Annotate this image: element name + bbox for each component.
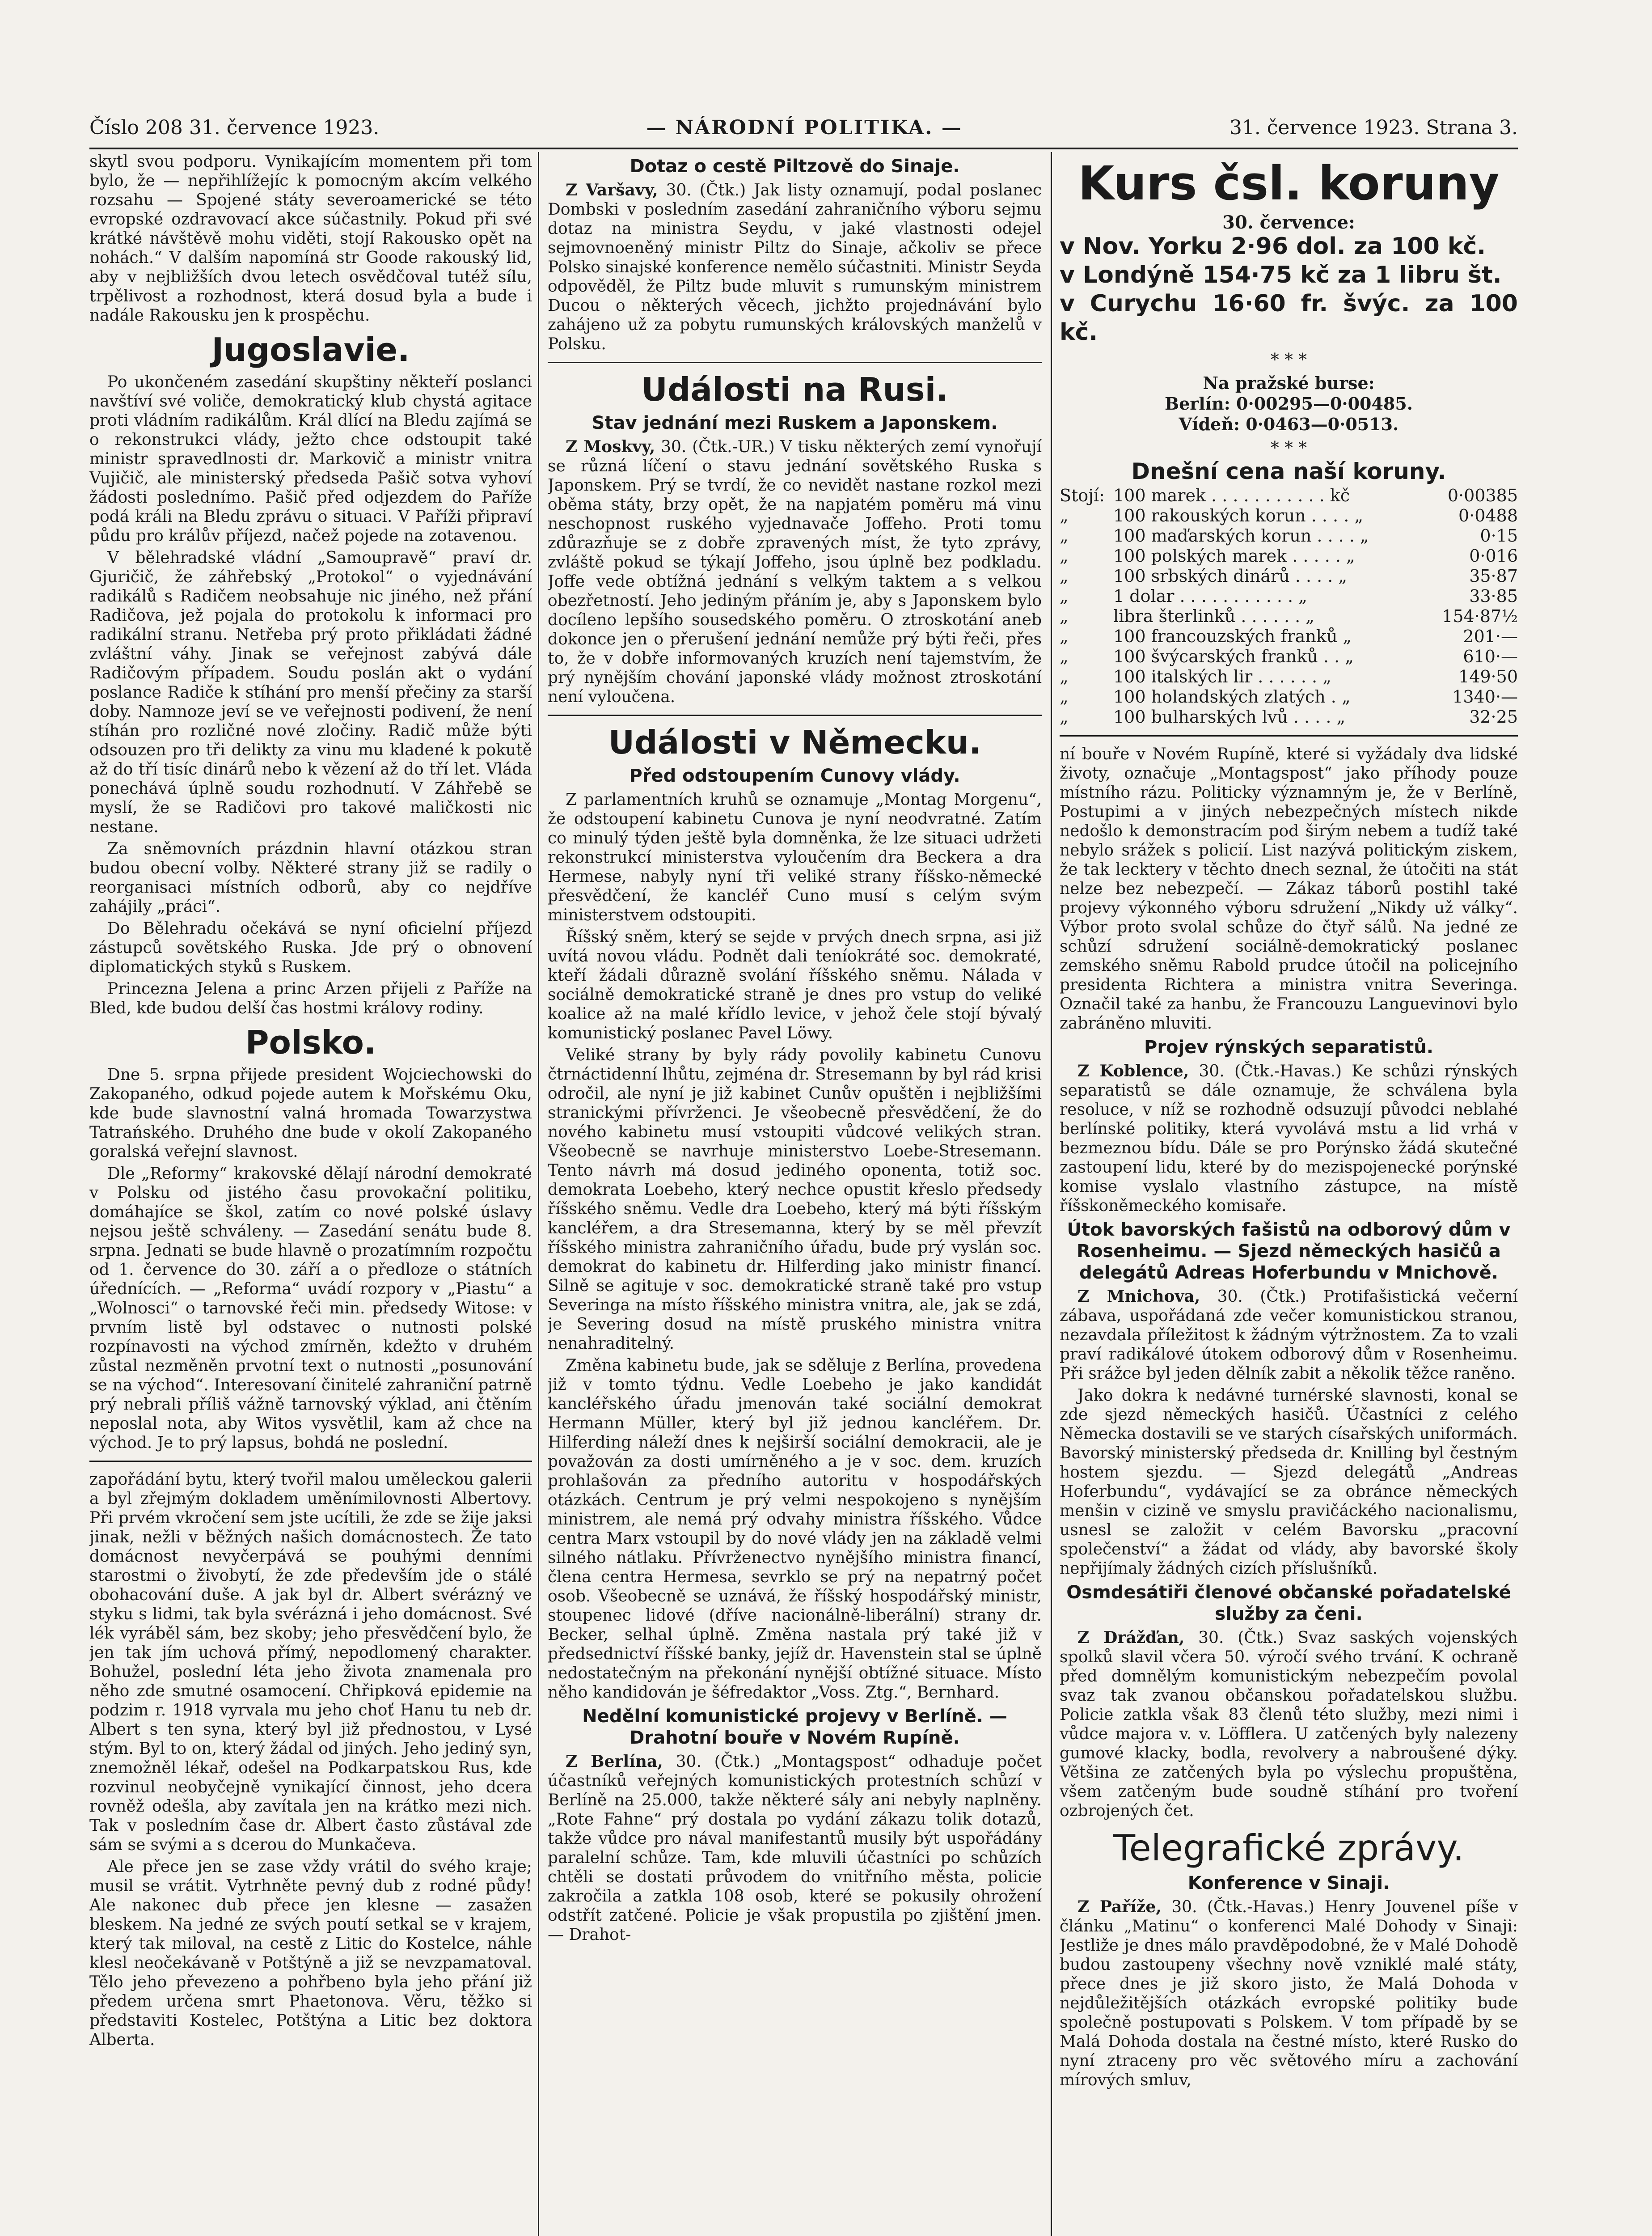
section-rule — [1060, 735, 1518, 737]
rate-label: 100 srbských dinárů . . . . „ — [1113, 566, 1348, 586]
rate-prefix: „ — [1060, 586, 1069, 606]
heading-sinaj: Konference v Sinaji. — [1187, 1873, 1390, 1893]
heading-kurs: Kurs čsl. koruny — [1078, 156, 1500, 211]
heading-berlin: Nedělní komunistické projevy v Berlíně. — Drahotní bouře v Novém Rupíně. — [582, 1706, 1007, 1748]
rate-prefix: Stojí: — [1060, 486, 1105, 505]
article-paragraph: Do Bělehradu očekává se nyní oficielní příjezd zástupců sovětského Ruska. Jde prý o obnovení diplomatických styků s Ruskem. — [89, 919, 532, 976]
rate-value: 149·50 — [1458, 667, 1518, 686]
rate-prefix: „ — [1060, 546, 1069, 566]
rate-row — [1060, 667, 1518, 687]
rate-value: 610·— — [1463, 647, 1518, 666]
article-paragraph: Říšský sněm, který se sejde v prvých dnech srpna, asi již uvítá novou vládu. Podnět dali teníokráté soc. demokraté, kteří žádali důrazně svolání říšského sněmu. Nálada v sociálně demokratické straně je dnes pro vstup do veliké koalice až na malé křídlo levice, v jehož čele stojí bývalý komunistický poslanec Pavel Löwy. — [548, 928, 1042, 1042]
article-paragraph: V bělehradské vládní „Samoupravě“ praví dr. Gjuričič, že záhřebský „Protokol“ o vyjednávání radikálů s Radičem neobsahuje nic jiného, než přání Radičova, jež pojala do protokolu k informaci pro radikální stranu. Netřeba prý proto přikládati žádné zvláštní váhy. Jinak se veřejnost zabývá dále Radičovým případem. Soudu poslán akt o vydání poslance Radiče k stíhání pro menší přečiny za starší doby. Namnoze jeví se ve veřejnosti podivení, že není stíhán pro rozličné nové zločiny. Radič může býti odsouzen pro tři delikty za vinu mu kladené k pokutě až do tří tisíc dinárů nebo k vězení až do tří let. Vláda ponechává úplně soudu rozhodnutí. V Záhřebě se myslí, že se Radičovi pro takové maličkosti nic nestane. — [89, 549, 532, 836]
rate-prefix: „ — [1060, 707, 1069, 727]
column-2 — [548, 152, 1042, 2236]
article-sinaj — [1060, 1897, 1518, 2090]
kurs-newyork: v Nov. Yorku 2·96 dol. za 100 kč. — [1060, 233, 1486, 260]
dateline: Z Mnichova, — [1077, 1287, 1200, 1306]
feuilleton-rule — [89, 1461, 532, 1462]
heading-drazdany: Osmdesátiři členové občanské pořadatelské služby za čeni. — [1066, 1582, 1511, 1624]
rate-label: 1 dolar . . . . . . . . . . . „ — [1113, 586, 1307, 606]
rate-row — [1060, 506, 1518, 526]
heading-udalosti-rus: Události na Rusi. — [641, 371, 948, 408]
rate-prefix: „ — [1060, 506, 1069, 525]
dateline: Z Drážďan, — [1077, 1628, 1185, 1647]
section-rule — [548, 715, 1042, 716]
article-piltz — [548, 181, 1042, 354]
rate-row — [1060, 627, 1518, 647]
article-paragraph: Veliké strany by byly rády povolily kabinetu Cunovu čtrnáctidenní lhůtu, zejména dr. Stresemann by byl rád krisi odročil, ale nyní je již kabinet Cunův opuštěn i nejbližšími stranickými přívrženci. Je všeobecně přesvědčení, že do nového kabinetu musí vstoupiti vůdcové velikých stran. Všeobecně se navrhuje ministerstvo Loebe-Stresemann. Tento návrh má dosud jediného oponenta, totiž soc. demokrata Loebeho, který nechce opustit křeslo předsedy říšského sněmu. Vedle dra Loebeho, který má býti říšským kancléřem, a dra Stresemanna, který by se měl převzít říšského ministra zahraničního úřadu, bude prý vyslán soc. demokrat do kabinetu dr. Hilferding jako ministr financí. Silně se agituje v soc. demokratické straně také pro vstup Severinga na místo říšského ministra vnitra, ale, jak se zdá, je Severing dosud na místě pruského ministra vnitra nenahraditelný. — [548, 1046, 1042, 1353]
kurs-london: v Londýně 154·75 kč za 1 libru št. — [1060, 262, 1502, 288]
rate-prefix: „ — [1060, 627, 1069, 646]
article-paragraph: Jako dokra k nedávné turnérské slavnosti, konal se zde sjezd německých hasičů. Účastníci z celého Německa dostavili se ve starých císařských uniformách. Bavorský ministerský předseda dr. Knilling byl čestným hostem sjezdu. — Sjezd delegátů „Andreas Hoferbundu“, vydávající se za obránce německých menšin v cizině ve smyslu pravičáckého nacionalismu, usnesl se založit v celém Bavorsku „pracovní společenství“ a žádat od vlády, aby bavorské školy nepřijímaly žádných cizích příslušníků. — [1060, 1386, 1518, 1578]
article-text: 30. (Čtk.) Protifašistická večerní zábava, uspořádaná zde večer komunistickou stranou, nezavdala příležitost k žádným výtržnostem. Za to vzali praví radikálové útokem odborový dům v Rosenheimu. Při srážce byl jeden dělník zabit a několik těžce raněno. — [1060, 1287, 1518, 1383]
article-text: 30. (Čtk.) „Montagspost“ odhaduje počet účastníků veřejných komunistických protestních schůzí v Berlíně na 25.000, takže některé sály ani nebyly naplněny. „Rote Fahne“ prý dostala po vydání zákazu tolik dotazů, takže vůdce pro nával manifestantů musily být uspořádány paralelní schůze. Tam, kde mluvili účastníci po schůzích chtěli se dostati průvodem do vnitřního města, policie zakročila a zatkla 108 osob, které se pokusily ohrožení odstřít zatčené. Policie je však propustila po zjištění jmen. — Drahot- — [548, 1753, 1042, 1944]
heading-jugoslavie: Jugoslavie. — [211, 331, 410, 368]
column-divider-1 — [538, 152, 539, 2236]
rate-value: 0·00385 — [1447, 486, 1518, 505]
article-paragraph: Dle „Reformy“ krakovské dělají národní demokraté v Polsku od jistého času provokační politiku, domáhajíce se škol, zatím co nové polské úslavy nejsou ještě schváleny. — Zasedání senátu bude 8. srpna. Jednati se bude hlavně o prozatímním rozpočtu od 1. července do 30. září a o předloze o státních úřednících. — „Reforma“ uvádí rozpory v „Piastu“ a „Wolnosci“ o tarnovské řeči min. předsedy Witose: v prvním listě byl odstavec o nutnosti polské rozpínavosti na východ zmírněn, kdežto v druhém zůstal nezměněn prvotní text o nutnosti „posunování se na východ“. Interesovaní činitelé zahraniční patrně prý nebrali příliš vážně tarnovský výklad, ani čtěním neposlal nota, aby Witos vysvětlil, kam až chce na východ. Je to prý lapsus, bohdá ne poslední. — [89, 1165, 532, 1452]
rate-value: 0·15 — [1480, 526, 1518, 546]
rate-row — [1060, 586, 1518, 606]
rate-prefix: „ — [1060, 526, 1069, 546]
column-1 — [89, 152, 532, 2236]
article-rynsko — [1060, 1062, 1518, 1215]
rate-prefix: „ — [1060, 667, 1069, 686]
article-rosenheim — [1060, 1287, 1518, 1383]
article-rupin: ní bouře v Novém Rupíně, které si vyžádaly dva lidské životy, označuje „Montagspost“ jako příhody pouze místního rázu. Politicky významným je, že v Berlíně, Postupimi a v jiných nebezpečných místech nikde nedošlo k demonstracím pod širým nebem a tudíž také nebylo srážek s policií. List nazývá politickým ziskem, že tak lecktery v těchto dnech seznal, že útočiti na stát nelze bez nebezpečí. — Zákaz táborů postihl také projevy výkonného výboru sdružení „Nikdy už války“. Výbor proto svolal schůze do čtyř sálů. Na jedné ze schůzí sdružení sociálně-demokratický poslanec zemského sněmu Rabold prudce útočil na policejního presidenta Richtera a ministra vnitra Severinga. Označil také za hanbu, že Francouzu Languevinovi bylo zabráněno mluviti. — [1060, 745, 1518, 1033]
heading-cena: Dnešní cena naší koruny. — [1131, 458, 1446, 484]
burse-title: Na pražské burse: — [1203, 373, 1375, 393]
rate-label: 100 holandských zlatých . „ — [1113, 687, 1351, 707]
rate-row — [1060, 546, 1518, 566]
rate-label: 100 francouzských franků „ — [1113, 627, 1352, 646]
article-paragraph: Za sněmovních prázdnin hlavní otázkou stran budou obecní volby. Některé strany již se radily o reorganisaci místních odborů, aby co nejdříve zahájily „práci“. — [89, 840, 532, 916]
rate-row — [1060, 647, 1518, 667]
separator-stars: * * * — [1270, 438, 1307, 457]
heading-piltz: Dotaz o cestě Piltzově do Sinaje. — [630, 156, 960, 177]
rate-prefix: „ — [1060, 606, 1069, 626]
header-page: 31. července 1923. Strana 3. — [1229, 116, 1518, 139]
rate-row — [1060, 687, 1518, 707]
heading-udalosti-nemecko: Události v Německu. — [608, 724, 981, 761]
article-paragraph: Princezna Jelena a princ Arzen přijeli z Paříže na Bled, kde budou delší čas hostmi královy rodiny. — [89, 980, 532, 1017]
article-rus — [548, 437, 1042, 707]
subheading-rus: Stav jednání mezi Ruskem a Japonskem. — [592, 413, 998, 433]
rate-row — [1060, 606, 1518, 627]
rate-label: 100 marek . . . . . . . . . . . kč — [1113, 486, 1350, 505]
article-paragraph: Dne 5. srpna přijede president Wojciechowski do Zakopaného, odkud pojede autem k Mořskému Oku, kde bude slavnostní valná hromada Towarzystwa Tatrańského. Druhého dne bude v okolí Zakopaného goralská veřejní slavnost. — [89, 1066, 532, 1161]
rate-value: 0·0488 — [1458, 506, 1518, 525]
article-berlin — [548, 1752, 1042, 1944]
column-divider-2 — [1051, 152, 1052, 2236]
article-paragraph: Z parlamentních kruhů se oznamuje „Montag Morgenu“, že odstoupení kabinetu Cunova je nyní neodvratné. Zatím co minulý týden ještě byla domněnka, že lze situaci udržeti rekonstrukcí ministerstva vyloučením dra Beckera a dra Hermese, nabyly nyní tři veliké strany říšsko-německé přesvědčení, že kancléř Cuno musí s celým svým ministerstvem odstoupiti. — [548, 791, 1042, 924]
header-rule — [89, 148, 1518, 149]
rate-label: 100 švýcarských franků . . „ — [1113, 647, 1354, 666]
article-text: 30. (Čtk.-Havas.) Ke schůzi rýnských separatistů se dále oznamuje, že schválena byla resoluce, v níž se rozhodně odsuzují původci neblahé berlínské politiky, která vyvolává mstu a lid vrhá v bezmeznou bídu. Dále se pro Porýnsko žádá skutečné zastoupení lidu, které by do mezispojenecké porýnské komise vyslalo vlastního zástupce, na místě říšskoněmeckého komisaře. — [1060, 1062, 1518, 1215]
section-rule — [548, 362, 1042, 363]
rate-value: 201·— — [1463, 627, 1518, 646]
rate-label: 100 polských marek . . . . . „ — [1113, 546, 1355, 566]
header-issue: Číslo 208 31. července 1923. — [89, 116, 380, 139]
dateline: Z Berlína, — [566, 1752, 663, 1771]
article-austria-end: skytl svou podporu. Vynikajícím momentem při tom bylo, že — nepřihlížejíc k pomocným akcím velkého rozsahu — Spojené státy severoamerické se této evropské ozdravovací akce súčastnily. Pokud při své krátké návštěvě mohu viděti, stojí Rakousko opět na nohách.“ V dalším napomíná str Goode rakouský lid, aby v nejbližších dvou letech osvědčoval tutéž sílu, trpělivost a rozhodnost, která dosud byla a bude i nadále Rakousku jen k prospěchu. — [89, 152, 532, 325]
rate-label: 100 bulharských lvů . . . . „ — [1113, 707, 1346, 727]
rate-value: 32·25 — [1469, 707, 1518, 727]
article-text: 30. (Čtk.) Jak listy oznamují, podal poslanec Dombski v posledním zasedání zahraničního výboru sejmu dotaz na ministra Seydu, v jaké vlastnosti odejel sejmovnoeněný ministr Piltz do Sinaje, ačkoliv se přece Polsko sinajské konference nemělo súčastniti. Ministr Seyda odpověděl, že Piltz bude mluvit s rumunským ministrem Ducou o některých věcech, jichžto projednávání bylo zahájeno už za pobytu rumunských královských manželů v Polsku. — [548, 181, 1042, 353]
heading-telegraficke: Telegrafické zprávy. — [1113, 1827, 1464, 1869]
rate-label: 100 maďarských korun . . . . „ — [1113, 526, 1369, 546]
rate-label: 100 rakouských korun . . . . „ — [1113, 506, 1364, 525]
burse-viden: Vídeň: 0·0463—0·0513. — [1179, 414, 1399, 434]
column-3 — [1060, 152, 1518, 2236]
article-text: 30. (Čtk.-Havas.) Henry Jouvenel píše v článku „Matinu“ o konferenci Malé Dohody v Sinaji: Jestliže je dnes málo pravděpodobné, že v Malé Dohodě budou zastoupeny všechny nově vzniklé malé státy, přece dnes je již skoro jisto, že Malá Dohoda v nejdůležitějších otázkách evropské politiky bude společně postupovati s Polskem. V tom případě by se Malá Dohoda dostala na čestné místo, které Rusko do nyní ztraceny pro věc světového míru a zachování mírových smluv, — [1060, 1898, 1518, 2089]
rate-prefix: „ — [1060, 687, 1069, 707]
heading-polsko: Polsko. — [245, 1024, 376, 1061]
feuilleton-paragraph: zapořádání bytu, který tvořil malou uměleckou galerii a byl zřejmým dokladem uměnímilovnosti Albertovy. Při prvém vkročení sem jste ucítili, že zde se žije jaksi jinak, nežli v běžných našich domácnostech. Že tato domácnost nevyčerpává se pouhými denními starostmi o živobytí, že zde především jde o stálé obohacování duše. A jak byl dr. Albert svérázný ve styku s lidmi, tak byla svérázná i jeho domácnost. Své lék vyráběl sám, bez skoby; jeho přesvědčení bylo, že jen tak jím uchová přímý, nepodlomený charakter. Bohužel, poslední léta jeho života znamenala pro něho zde smutné osamocení. Chřipková epidemie na podzim r. 1918 vyrvala mu jeho choť Hanu tu neb dr. Albert s ten syna, který byl již přednostou, v Lysé stým. Byl to on, který žádal od jiných. Jeho jediný syn, znemožněl lékař, odešel na Podkarpatskou Rus, kde rozvinul neobyčejně vynikající činnost, jeho dcera rovněž odešla, aby zavítala jen na krátko mezi nich. Tak v posledním čase dr. Albert často zůstával zde sám se svými a s dcerou do Munkačeva. — [89, 1470, 532, 1854]
rate-label: libra šterlinků . . . . . . „ — [1113, 606, 1314, 626]
heading-rynsko: Projev rýnských separatistů. — [1144, 1037, 1433, 1058]
dateline: Z Paříže, — [1077, 1897, 1162, 1916]
rate-prefix: „ — [1060, 647, 1069, 666]
dateline: Z Varšavy, — [566, 181, 658, 199]
separator-stars: * * * — [1270, 350, 1307, 369]
article-drazdany — [1060, 1628, 1518, 1821]
rate-value: 154·87½ — [1442, 606, 1518, 626]
rate-value: 33·85 — [1469, 586, 1518, 606]
kurs-zurich: v Curychu 16·60 fr. švýc. za 100 kč. — [1060, 290, 1518, 346]
rate-row — [1060, 526, 1518, 546]
rate-value: 0·016 — [1469, 546, 1518, 566]
dateline: Z Koblence, — [1077, 1062, 1189, 1080]
burse-berlin: Berlín: 0·00295—0·00485. — [1164, 394, 1413, 414]
rate-value: 35·87 — [1469, 566, 1518, 586]
subheading-nemecko: Před odstoupením Cunovy vlády. — [629, 766, 960, 786]
rate-label: 100 italských lir . . . . . . „ — [1113, 667, 1331, 686]
rates-table — [1060, 486, 1518, 727]
rate-row — [1060, 707, 1518, 727]
kurs-date: 30. července: — [1222, 212, 1355, 233]
dateline: Z Moskvy, — [566, 437, 655, 456]
rate-row — [1060, 566, 1518, 586]
article-text: 30. (Čtk.) Svaz saských vojenských spolků slavil včera 50. výročí svého trvání. K ochraně před domnělým komunistickým nebezpečím povolal svaz tak zvanou občanskou pořadatelskou službu. Policie zatkla však 83 členů této služby, mezi nimi i vůdce majora v. v. Löfflera. U zatčených byly nalezeny gumové klacky, bodla, revolvery a nabroušené dýky. Většina ze zatčených byla po výslechu propuštěna, všem zatčeným bude soudně stíhání pro tvoření ozbrojených čet. — [1060, 1629, 1518, 1820]
article-paragraph: Po ukončeném zasedání skupštiny někteří poslanci navštíví své voliče, demokratický klub chystá agitace proti vládním radikálům. Král dlící na Bledu zajímá se o rekonstrukci vlády, ježto chce odstoupit také ministr spravedlnosti dr. Markovič a ministr vnitra Vujičič, ale ministerský předseda Pašič sotva vyhoví žádosti poslednímo. Pašič před odjezdem do Paříže podá králi na Bledu zprávu o situaci. V Paříži připraví půdu pro králův příjezd, načež pojede na zotavenou. — [89, 373, 532, 545]
rate-value: 1340·— — [1452, 687, 1518, 707]
masthead-title: — NÁRODNÍ POLITIKA. — — [646, 116, 963, 139]
article-text: 30. (Čtk.-UR.) V tisku některých zemí vynořují se různá líčení o stavu jednání sovětského Ruska s Japonskem. Prý se tvrdí, že co nevidět nastane rozkol mezi oběma státy, brzy opět, že na napjatém poměru má vinu neschopnost ruského vyjednavače Joffeho. Proti tomu zdůrazňuje se z dobře zpravených míst, že tyto zprávy, zvláště pokud se týkají Joffeho, jsou úplně bez podkladu. Joffe vede obtížná jednání s velkým taktem a s velkou obezřetností. Jeho jediným přáním je, aby s Japonskem bylo docíleno lepšího sousedského poměru. O ztroskotání aneb dokonce jen o přerušení jednání nemůže prý býti řeči, přes to, že v dobře informovaných kruzích není tajemstvím, že prý nynějším chování japonské vlády možnost ztroskotání není vyloučena. — [548, 438, 1042, 706]
rate-prefix: „ — [1060, 566, 1069, 586]
article-paragraph: Změna kabinetu bude, jak se sděluje z Berlína, provedena již v tomto týdnu. Vedle Loebeho je jako kandidát kancléřského úřadu jmenován také sociální demokrat Hermann Müller, který byl již jednou kancléřem. Dr. Hilferding náleží dnes k nejširší sociální demokracii, ale je považován za dosti umírněného a je v soc. dem. kruzích prohlašován za předního autoritu v hospodářských otázkách. Centrum je prý velmi nespokojeno s nynějším ministrem, ale nemá prý odvahy ministra říšského. Vůdce centra Marx vstoupil by do nové vlády jen na základě velmi silného nátlaku. Přívrženectvo nynějšího ministra financí, člena centra Hermesa, sevrklo se prý na nepatrný počet osob. Všeobecně se uznává, že říšský hospodářský ministr, stoupenec lidové (dříve nacionálně-liberální) strany dr. Becker, selhal úplně. Změna nastala prý také již v předsednictví říšské banky, jejíž dr. Havenstein stal se úplně nedostatečným na překonání nynější obtížné situace. Místo něho kandidován je šéfredaktor „Voss. Ztg.“, Bernhard. — [548, 1356, 1042, 1702]
page-header — [89, 112, 1518, 143]
heading-rosenheim: Útok bavorských fašistů na odborový dům v Rosenheimu. — Sjezd německých hasičů a delegátů Adreas Hoferbundu v Mnichově. — [1067, 1220, 1511, 1283]
feuilleton-paragraph: Ale přece jen se zase vždy vrátil do svého kraje; musil se vrátit. Vytrhněte pevný dub z rodné půdy! Ale nakonec dub přece jen klesne — zasažen bleskem. Na jedné ze svých poutí setkal se v krajem, který tak miloval, na cestě z Litic do Kostelce, náhle klesl neočekávaně v Potštýně a již se nevzpamatoval. Tělo jeho převezeno a pohřbeno byla jeho přání již předem určena smrt Phaetonova. Věru, těžko si představiti Kostelec, Potštýna a Litic bez doktora Alberta. — [89, 1858, 532, 2049]
rate-row — [1060, 486, 1518, 506]
